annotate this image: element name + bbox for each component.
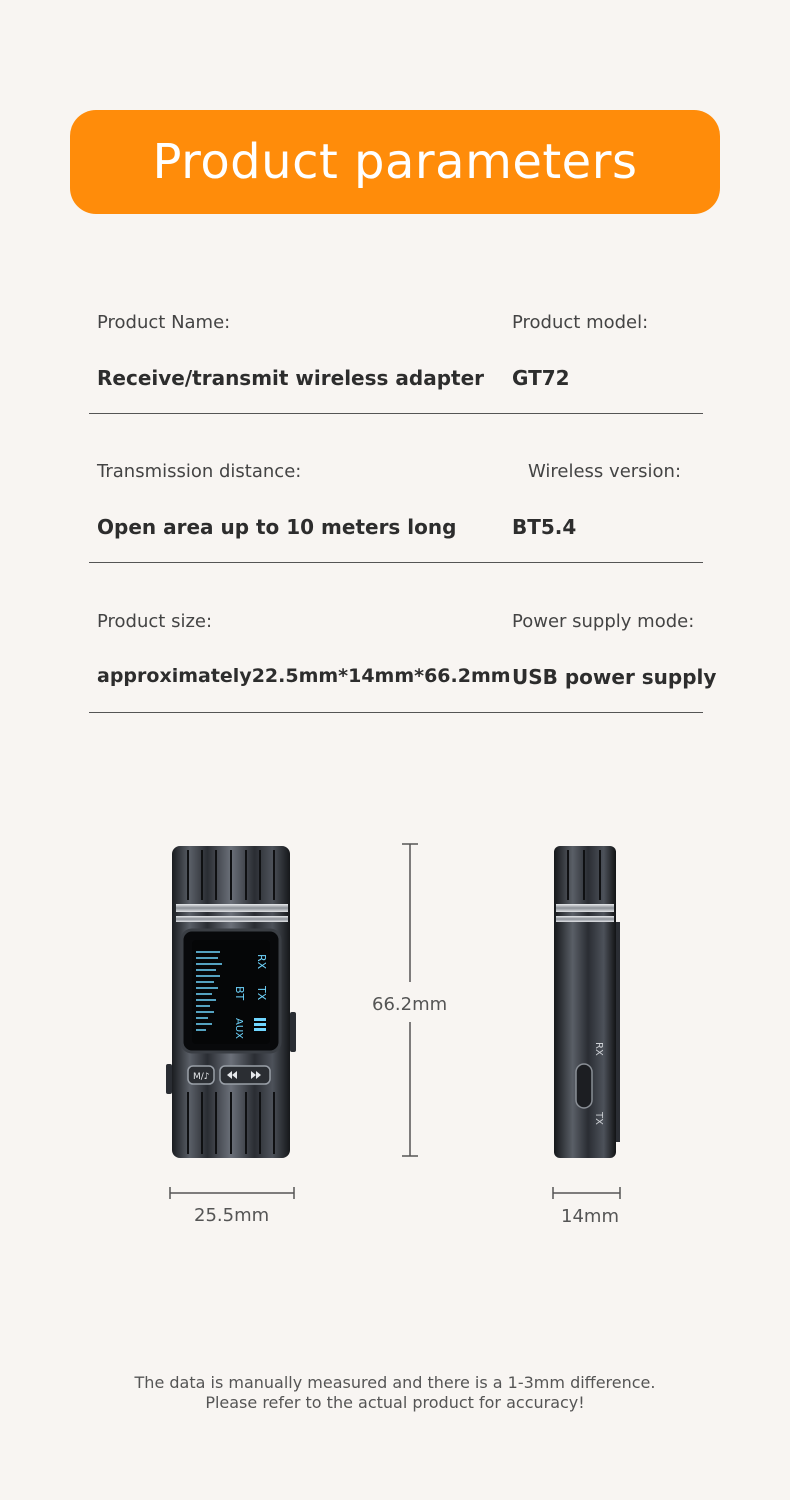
measurement-note-line1: The data is manually measured and there is a 1-3mm difference. — [134, 1373, 656, 1392]
param-value: Open area up to 10 meters long — [97, 515, 457, 539]
param-label: Product Name: — [97, 312, 231, 333]
param-value: USB power supply — [512, 665, 717, 689]
param-value: BT5.4 — [512, 515, 577, 539]
screen-rx-label: RX — [255, 954, 268, 970]
width-dimension-line — [168, 1186, 298, 1200]
width-label: 25.5mm — [194, 1205, 270, 1226]
param-value: approximately22.5mm*14mm*66.2mm — [97, 665, 511, 687]
side-rx-label: RX — [593, 1042, 604, 1056]
screen-tx-label: TX — [255, 986, 268, 1001]
param-label: Wireless version: — [528, 461, 682, 482]
param-row-distance — [89, 412, 703, 563]
device-front-image — [158, 842, 308, 1162]
param-label: Power supply mode: — [512, 611, 695, 632]
battery-icon — [254, 1018, 266, 1031]
page-title: Product parameters — [152, 134, 638, 190]
screen-bt-label: BT — [233, 986, 246, 1001]
param-row-name — [89, 263, 703, 414]
mode-button-label: M/♪ — [193, 1072, 210, 1082]
param-row-size — [89, 562, 717, 713]
depth-dimension-line — [551, 1186, 623, 1200]
param-label: Transmission distance: — [97, 461, 302, 482]
height-label: 66.2mm — [372, 994, 448, 1015]
device-side-image — [548, 842, 628, 1162]
param-label: Product model: — [512, 312, 649, 333]
mode-switch[interactable] — [576, 1064, 592, 1108]
screen-aux-label: AUX — [233, 1018, 244, 1040]
side-tx-label: TX — [593, 1112, 604, 1125]
depth-label: 14mm — [561, 1206, 619, 1227]
param-label: Product size: — [97, 611, 213, 632]
param-value: Receive/transmit wireless adapter — [97, 366, 484, 390]
title-banner — [70, 110, 720, 214]
param-value: GT72 — [512, 366, 570, 390]
measurement-note-line2: Please refer to the actual product for accuracy! — [205, 1393, 585, 1412]
